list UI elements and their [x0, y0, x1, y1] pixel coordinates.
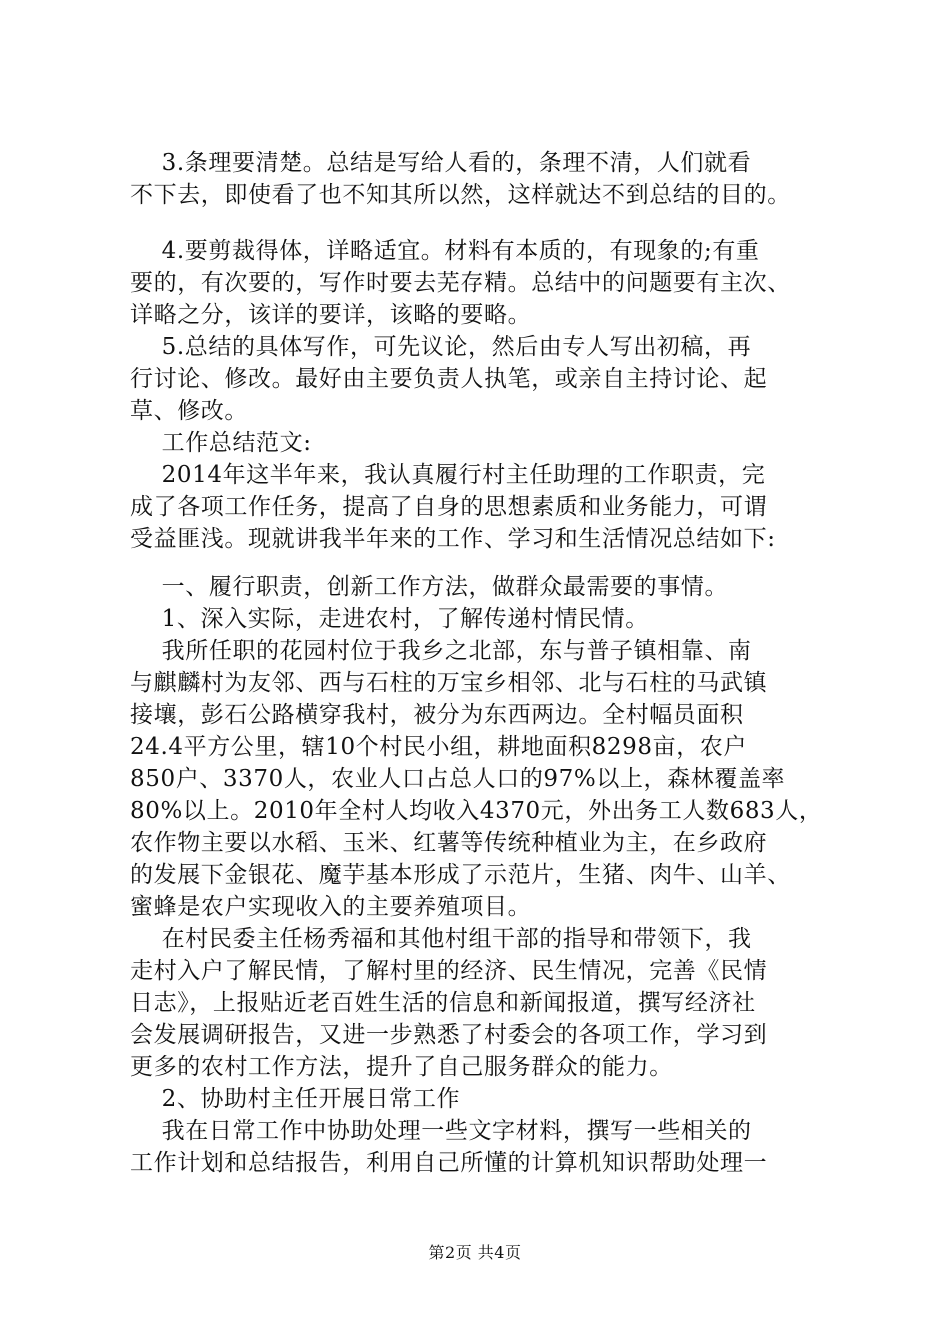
text-line: 24.4平方公里，辖10个村民小组，耕地面积8298亩，农户: [130, 734, 748, 760]
text-line: 工作计划和总结报告，利用自己所懂的计算机知识帮助处理一: [130, 1150, 768, 1176]
text-line: 我所任职的花园村位于我乡之北部，东与普子镇相靠、南: [130, 638, 752, 664]
text-line: 成了各项工作任务，提高了自身的思想素质和业务能力，可谓: [130, 494, 768, 520]
text-line: 不下去，即使看了也不知其所以然，这样就达不到总结的目的。: [130, 182, 791, 208]
text-line: 详略之分，该详的要详，该略的要略。: [130, 302, 532, 328]
text-line: 受益匪浅。现就讲我半年来的工作、学习和生活情况总结如下:: [130, 526, 776, 552]
paragraph-gap: [130, 555, 850, 571]
document-body: [130, 147, 850, 1179]
text-line: 5.总结的具体写作，可先议论，然后由专人写出初稿，再: [130, 334, 752, 360]
text-line: 80%以上。2010年全村人均收入4370元，外出务工人数683人，: [130, 798, 823, 824]
text-line: 更多的农村工作方法，提升了自己服务群众的能力。: [130, 1054, 673, 1080]
text-line: 会发展调研报告，又进一步熟悉了村委会的各项工作，学习到: [130, 1022, 768, 1048]
text-line: 日志》，上报贴近老百姓生活的信息和新闻报道，撰写经济社: [130, 990, 756, 1016]
section-heading: 一、履行职责，创新工作方法，做群众最需要的事情。: [130, 574, 729, 600]
text-line: 与麒麟村为友邻、西与石柱的万宝乡相邻、北与石柱的马武镇: [130, 670, 768, 696]
text-line: 在村民委主任杨秀福和其他村组干部的指导和带领下，我: [130, 926, 752, 952]
page-number-footer: 第2页 共4页: [428, 1243, 522, 1262]
text-line: 走村入户了解民情，了解村里的经济、民生情况，完善《民情: [130, 958, 768, 984]
text-line: 接壤，彭石公路横穿我村，被分为东西两边。全村幅员面积: [130, 702, 744, 728]
paragraph-gap: [130, 211, 850, 235]
text-line: 3.条理要清楚。总结是写给人看的，条理不清，人们就看: [130, 150, 752, 176]
text-line: 2014年这半年来，我认真履行村主任助理的工作职责，完: [130, 462, 766, 488]
text-line: 850户、3370人，农业人口占总人口的97%以上，森林覆盖率: [130, 766, 786, 792]
text-line: 工作总结范文:: [130, 430, 312, 456]
text-line: 行讨论、修改。最好由主要负责人执笔，或亲自主持讨论、起: [130, 366, 768, 392]
text-line: 我在日常工作中协助处理一些文字材料，撰写一些相关的: [130, 1118, 752, 1144]
text-line: 草、修改。: [130, 398, 248, 424]
text-line: 的发展下金银花、魔芋基本形成了示范片，生猪、肉牛、山羊、: [130, 862, 791, 888]
subsection-heading: 2、协助村主任开展日常工作: [130, 1086, 461, 1112]
text-line: 4.要剪裁得体，详略适宜。材料有本质的，有现象的;有重: [130, 238, 760, 264]
text-line: 要的，有次要的，写作时要去芜存精。总结中的问题要有主次、: [130, 270, 791, 296]
text-line: 蜜蜂是农户实现收入的主要养殖项目。: [130, 894, 532, 920]
text-line: 农作物主要以水稻、玉米、红薯等传统种植业为主，在乡政府: [130, 830, 768, 856]
subsection-heading: 1、深入实际，走进农村，了解传递村情民情。: [130, 606, 649, 632]
